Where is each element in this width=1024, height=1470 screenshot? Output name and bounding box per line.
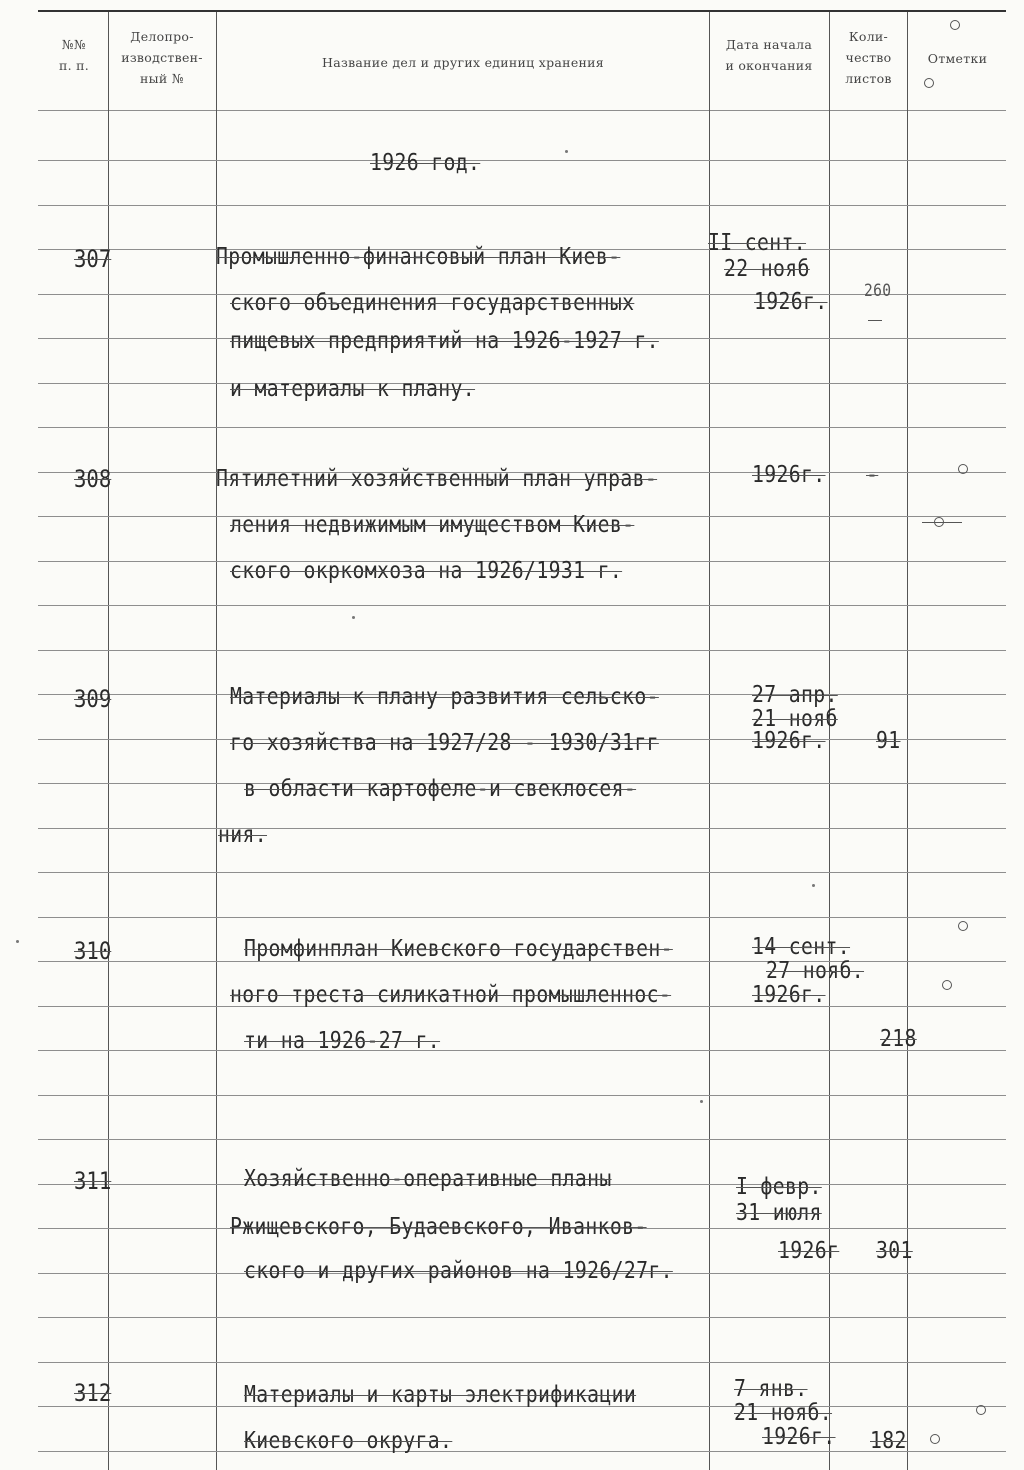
record-date-line: 21 нояб. <box>734 1400 833 1426</box>
check-circle-mark <box>930 1434 940 1444</box>
record-title-line: Пятилетний хозяйственный план управ- <box>216 466 658 492</box>
record-date-line: 1926г <box>778 1238 840 1264</box>
header-text: ный № <box>140 71 184 86</box>
record-title-line: ного треста силикатной промышленнос- <box>230 982 672 1008</box>
record-title-line: Материалы и карты электрификации <box>244 1382 637 1408</box>
record-date-line: 22 нояб <box>724 256 810 282</box>
record-number: 310 <box>74 937 112 965</box>
record-number: 311 <box>74 1167 112 1195</box>
record-number: 312 <box>74 1379 112 1407</box>
header-num-pp <box>42 34 106 76</box>
record-title-line: Материалы к плану развития сельско- <box>230 684 659 710</box>
ledger-rule <box>38 1139 1006 1140</box>
record-sheets: 301 <box>876 1238 913 1264</box>
record-date-line: 27 апр. <box>752 682 838 708</box>
record-date-line: II сент. <box>708 230 807 256</box>
record-title-line: в области картофеле-и свеклосея- <box>244 776 637 802</box>
ledger-rule <box>38 872 1006 873</box>
record-title-line: Хозяйственно-оперативные планы <box>244 1166 612 1192</box>
record-title-line: ния. <box>218 822 268 848</box>
record-title-line: ского и других районов на 1926/27г. <box>244 1258 673 1284</box>
check-circle-mark <box>976 1405 986 1415</box>
check-circle-mark <box>958 921 968 931</box>
ledger-rule <box>38 1317 1006 1318</box>
record-number: 308 <box>74 465 112 493</box>
record-number: 307 <box>74 245 112 273</box>
check-tick-mark <box>868 320 882 321</box>
record-date-line: 1926г. <box>752 982 826 1008</box>
header-text: Дата начала <box>725 37 813 52</box>
ledger-rule <box>38 1362 1006 1363</box>
header-text: изводствен- <box>121 50 203 65</box>
header-text: Отметки <box>927 51 988 66</box>
record-date-line: I февр. <box>736 1174 822 1200</box>
header-text: п. п. <box>58 58 90 73</box>
record-title-line: ти на 1926-27 г. <box>244 1028 441 1054</box>
record-date-line: 1926г. <box>762 1424 836 1450</box>
record-sheets: - <box>866 462 879 488</box>
record-sheets: 91 <box>876 728 901 754</box>
year-heading: 1926 год. <box>370 150 481 176</box>
scan-speck <box>700 1100 703 1103</box>
check-circle-mark <box>924 78 934 88</box>
record-date-line: 27 нояб. <box>766 958 865 984</box>
record-sheets: 218 <box>880 1026 917 1052</box>
record-number: 309 <box>74 685 112 713</box>
record-title-line: пищевых предприятий на 1926-1927 г. <box>230 328 659 354</box>
check-circle-mark <box>942 980 952 990</box>
header-title <box>218 52 708 73</box>
ledger-rule <box>38 1095 1006 1096</box>
record-title-line: Ржищевского, Будаевского, Иванков- <box>230 1214 647 1240</box>
scan-speck <box>352 616 355 619</box>
record-title-line: Промфинплан Киевского государствен- <box>244 936 673 962</box>
column-divider <box>216 12 217 1470</box>
header-text: листов <box>845 71 892 86</box>
record-date-line: 1926г. <box>754 289 828 315</box>
ledger-rule <box>38 828 1006 829</box>
scan-speck <box>16 940 19 943</box>
check-tick-mark <box>922 522 962 523</box>
record-title-line: ления недвижимым имуществом Киев- <box>230 512 635 538</box>
record-date-line: 1926г. <box>752 462 826 488</box>
header-text: и окончания <box>725 58 813 73</box>
record-title-line: ского объединения государственных <box>230 290 635 316</box>
record-sheets: 260 <box>864 281 892 301</box>
ledger-rule <box>38 160 1006 161</box>
ledger-rule <box>38 605 1006 606</box>
header-text: чество <box>845 50 892 65</box>
ledger-rule <box>38 1451 1006 1452</box>
header-text: Коли- <box>848 29 889 44</box>
top-border <box>38 10 1006 12</box>
record-date-line: 7 янв. <box>734 1376 808 1402</box>
header-text: №№ <box>61 37 87 52</box>
header-delo-num <box>110 26 214 89</box>
record-date-line: 21 нояб <box>752 706 838 732</box>
ledger-rule <box>38 383 1006 384</box>
ledger-rule <box>38 427 1006 428</box>
scan-speck <box>565 150 568 153</box>
header-notes <box>909 48 1006 69</box>
check-circle-mark <box>950 20 960 30</box>
record-sheets: 182 <box>870 1428 907 1454</box>
column-divider <box>108 12 109 1470</box>
record-title-line: ского окркомхоза на 1926/1931 г. <box>230 558 623 584</box>
ledger-rule <box>38 917 1006 918</box>
record-title-line: и материалы к плану. <box>230 376 476 402</box>
header-dates <box>711 34 827 76</box>
header-text: Делопро- <box>130 29 194 44</box>
record-date-line: 1926г. <box>752 728 826 754</box>
ledger-rule <box>38 650 1006 651</box>
record-title-line: Промышленно-финансовый план Киев- <box>216 244 621 270</box>
record-title-line: го хозяйства на 1927/28 - 1930/31гг <box>230 730 659 756</box>
check-circle-mark <box>958 464 968 474</box>
scan-speck <box>812 884 815 887</box>
ledger-rule <box>38 1050 1006 1051</box>
ledger-rule <box>38 205 1006 206</box>
header-rule <box>38 110 1006 111</box>
record-date-line: 14 сент. <box>752 934 851 960</box>
record-date-line: 31 июля <box>736 1200 822 1226</box>
record-title-line: Киевского округа. <box>244 1428 453 1454</box>
header-sheets <box>831 26 906 89</box>
header-text: Название дел и других единиц хранения <box>322 55 604 70</box>
